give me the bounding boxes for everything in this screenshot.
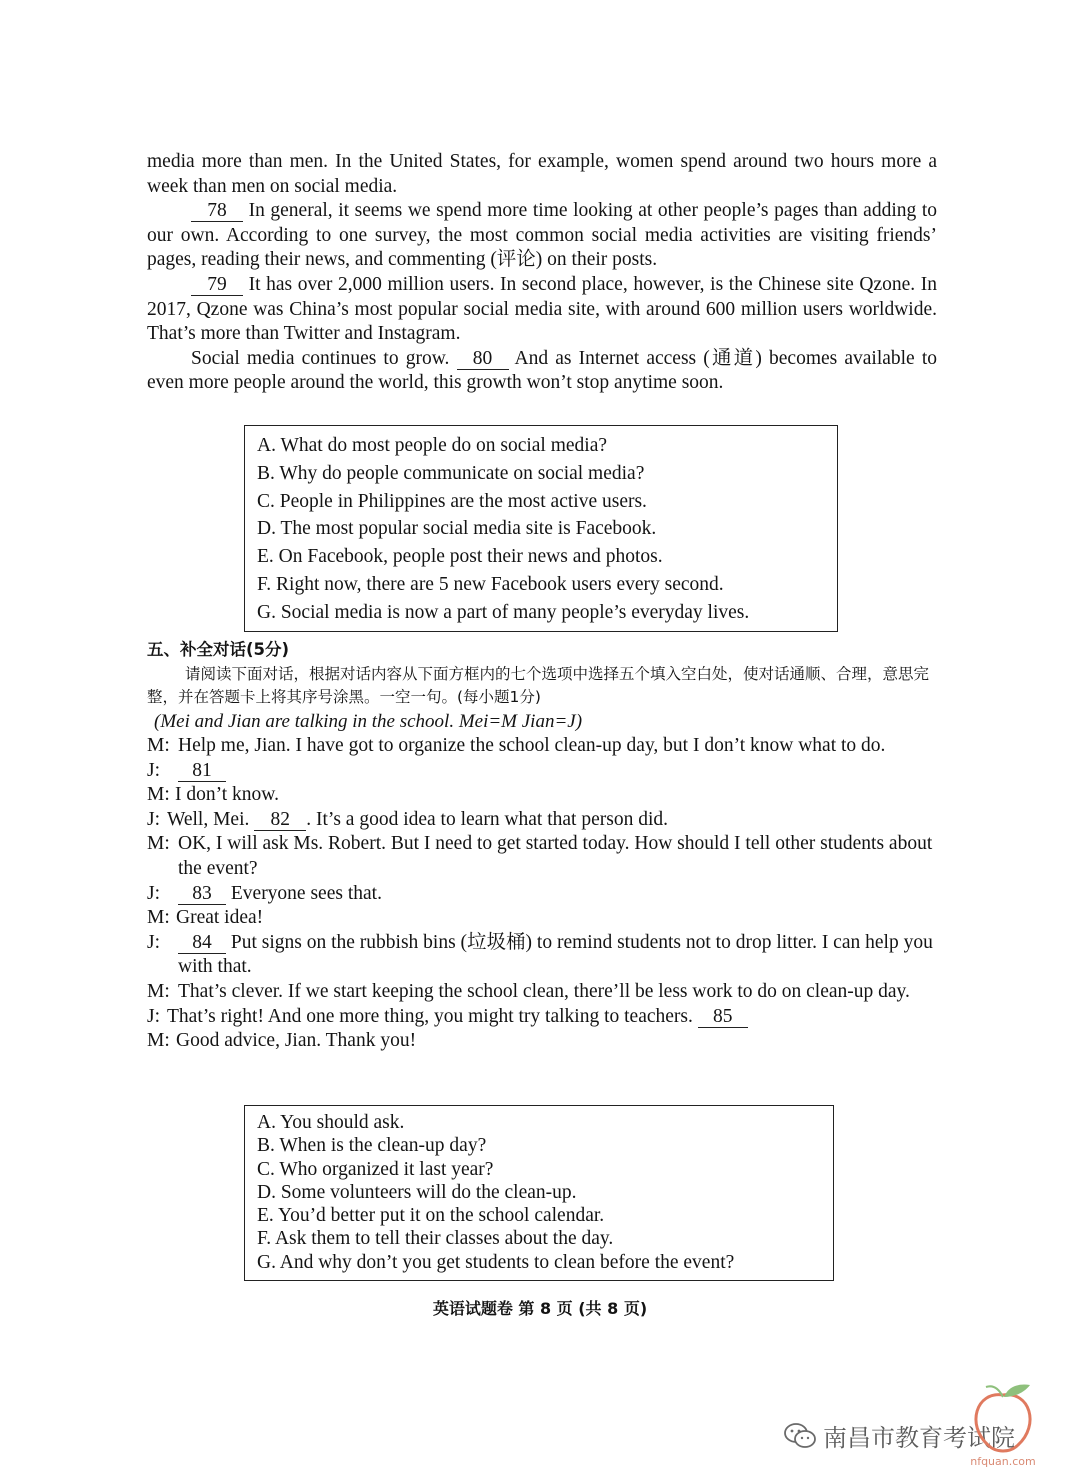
blank-82: 82 — [254, 810, 306, 831]
dialogue-line: M: Help me, Jian. I have got to organize the school clean-up day, but I don’t know what to do. — [147, 735, 886, 756]
dialogue-line: J: 83 Everyone sees that. — [147, 882, 382, 904]
blank-85: 85 — [698, 1007, 748, 1028]
blank-80: 80 — [457, 349, 509, 370]
option-item: F. Ask them to tell their classes about the day. — [257, 1228, 614, 1250]
dialogue-line: M: I don’t know. — [147, 784, 279, 806]
option-item: G. Social media is now a part of many people’s everyday lives. — [257, 601, 750, 623]
option-item: C. People in Philippines are the most active users. — [257, 490, 647, 512]
options-box-dialogue — [244, 1105, 834, 1281]
option-item: B. When is the clean-up day? — [257, 1135, 487, 1157]
dialogue-line: M: Good advice, Jian. Thank you! — [147, 1030, 417, 1052]
peach-logo-icon — [948, 1375, 1058, 1470]
dialogue-line: M: OK, I will ask Ms. Robert. But I need to get started today. How should I tell other students about the event? — [147, 833, 933, 879]
option-item: G. And why don’t you get students to clean before the event? — [257, 1251, 735, 1273]
logo-text: nfquan.com — [970, 1455, 1036, 1468]
blank-83: 83 — [178, 884, 226, 905]
watermark-text: 南昌市教育考试院 — [823, 1424, 1015, 1452]
option-item: A. What do most people do on social media? — [257, 435, 608, 456]
passage-paragraph: media more than men. In the United States, for example, women spend around two hours more a week than men on social media. — [147, 151, 937, 197]
dialogue-line: J: Well, Mei. 82 . It’s a good idea to learn what that person did. — [147, 808, 668, 830]
option-item: E. You’d better put it on the school calendar. — [257, 1205, 605, 1227]
option-item: D. The most popular social media site is Facebook. — [257, 518, 657, 540]
option-item: F. Right now, there are 5 new Facebook users every second. — [257, 573, 724, 595]
section-instruction: 请阅读下面对话，根据对话内容从下面方框内的七个选项中选择五个填入空白处，使对话通顺、合理，意思完整，并在答题卡上将其序号涂黑。一空一句。(每小题1分) — [147, 665, 930, 706]
option-item: E. On Facebook, people post their news and photos. — [257, 546, 663, 568]
blank-84: 84 — [178, 933, 226, 954]
options-box-reading — [244, 425, 838, 632]
dialogue-section — [147, 636, 937, 1054]
page-footer: 英语试题卷 第 8 页 (共 8 页) — [432, 1299, 648, 1318]
blank-81: 81 — [178, 761, 226, 782]
option-item: D. Some volunteers will do the clean-up. — [257, 1181, 577, 1203]
option-item: B. Why do people communicate on social media? — [257, 462, 645, 484]
passage-paragraph-79: 79 It has over 2,000 million users. In second place, however, is the Chinese site Qzone. In 2017, Qzone was China’s most popular social media site, with around 600 million users worldwide. That’s more than Twitter and Instagram. — [147, 273, 938, 345]
option-item: A. You should ask. — [257, 1112, 405, 1133]
dialogue-line: J: 81 — [147, 759, 937, 784]
dialogue-context: (Mei and Jian are talking in the school. Mei=M Jian=J) — [154, 711, 583, 732]
dialogue-line: J: That’s right! And one more thing, you might try talking to teachers. 85 — [147, 1005, 937, 1030]
reading-passage — [147, 150, 937, 396]
passage-paragraph-78: 78 In general, it seems we spend more time looking at other people’s pages than adding to our own. According to one survey, the most common social media activities are visiting friends’ pages, reading their news, and commenting (评论) on their posts. — [147, 200, 937, 271]
section-heading: 五、补全对话(5分) — [147, 640, 290, 659]
dialogue-line: J: 84 Put signs on the rubbish bins (垃圾桶) to remind students not to drop litter. I can help you with that. — [147, 931, 933, 978]
wechat-icon — [783, 1421, 817, 1451]
option-item: C. Who organized it last year? — [257, 1158, 494, 1180]
blank-78: 78 — [191, 201, 243, 222]
dialogue-line: M: Great idea! — [147, 907, 264, 929]
dialogue-line: M: That’s clever. If we start keeping the school clean, there’ll be less work to do on clean-up day. — [147, 980, 910, 1002]
blank-79: 79 — [191, 275, 243, 296]
passage-paragraph-80: Social media continues to grow. 80 And as Internet access (通道) becomes available to even more people around the world, this growth won’t stop anytime soon. — [147, 347, 937, 394]
